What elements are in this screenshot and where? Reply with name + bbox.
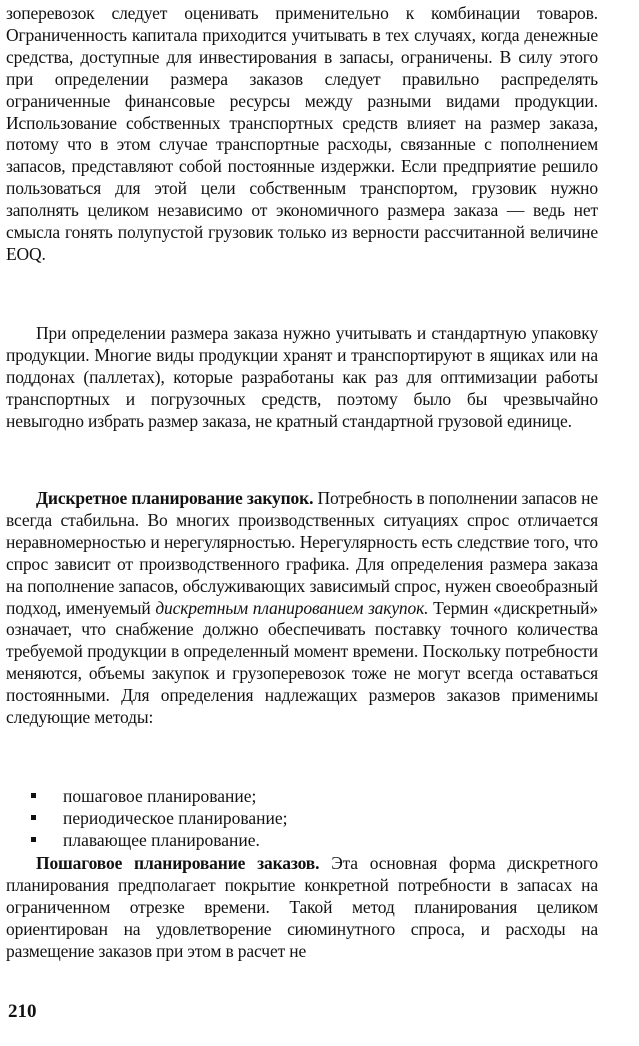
page-number: 210 [8, 1001, 37, 1022]
paragraph [6, 488, 598, 729]
bullet-icon [31, 793, 36, 798]
list-item [6, 785, 598, 807]
paragraph-text: Термин «дискретный» означает, что снабжение должно обеспечивать поставку точного количества требуемой продукции в определенный момент времени. Поскольку потребности меняются, объемы закупок и грузоперевозок тоже не могут всегда оставаться постоянными. Для определения надлежащих размеров заказов применимы следующие методы: [6, 597, 599, 728]
paragraph: зоперевозок следует оценивать применительно к комбинации товаров. Ограниченность капитала приходится учитывать в тех случаях, когда денежные средства, доступные для инвестирования в запасы, ограничены. В силу этого при определении размера заказов следует правильно распределять ограниченные финансовые ресурсы между разными видами продукции. Использование собственных транспортных средств влияет на размер заказа, потому что в этом случае транспортные расходы, связанные с пополнением запасов, представляют собой постоянные издержки. Если предприятие решило пользоваться для этой цели собственным транспортом, грузовик нужно заполнять целиком независимо от экономичного размера заказа — ведь нет смысла гонять полупустой грузовик только из верности рассчитанной величине EOQ. [6, 3, 598, 264]
list-item-text: плавающее планирование. [63, 830, 260, 850]
methods-list [6, 785, 598, 851]
term-italic: дискретным планированием закупок. [155, 597, 429, 618]
paragraph-2-block [6, 323, 598, 433]
section-heading: Пошаговое планирование заказов. [36, 853, 320, 873]
list-item [6, 829, 598, 851]
paragraph-text: Потребность в пополнении запасов не всегда стабильна. Во многих производственных ситуациях спрос отличается неравномерностью и нерегулярностью. Нерегулярность есть следствие того, что спрос зависит от производственного графика. Для определения размера заказа на пополнение запасов, обслуживающих зависимый спрос, нужен своеобразный подход, именуемый [6, 488, 598, 618]
list-item-text: периодическое планирование; [63, 808, 288, 828]
paragraph-3-block [6, 488, 598, 729]
bullet-icon [31, 837, 36, 842]
bullet-icon [31, 815, 36, 820]
section-heading: Дискретное планирование закупок. [36, 488, 314, 508]
paragraph-text: Эта основная форма дискретного планирования предполагает покрытие конкретной потребности в запасах на ограниченном отрезке времени. Такой метод планирования целиком ориентирован на удовлетворение сиюминутного спроса, и расходы на размещение заказов при этом в расчет не [6, 853, 598, 961]
paragraph: При определении размера заказа нужно учитывать и стандартную упаковку продукции. Многие виды продукции хранят и транспортируют в ящиках или на поддонах (паллетах), которые разработаны как раз для оптимизации работы транспортных и погрузочных средств, поэтому было бы чрезвычайно невыгодно избрать размер заказа, не кратный стандартной грузовой единице. [6, 323, 598, 431]
paragraph-1-block [6, 3, 598, 266]
list-item-text: пошаговое планирование; [63, 786, 257, 806]
paragraph [6, 853, 598, 963]
paragraph-4-block [6, 853, 598, 963]
list-item [6, 807, 598, 829]
bullet-list [6, 785, 598, 851]
